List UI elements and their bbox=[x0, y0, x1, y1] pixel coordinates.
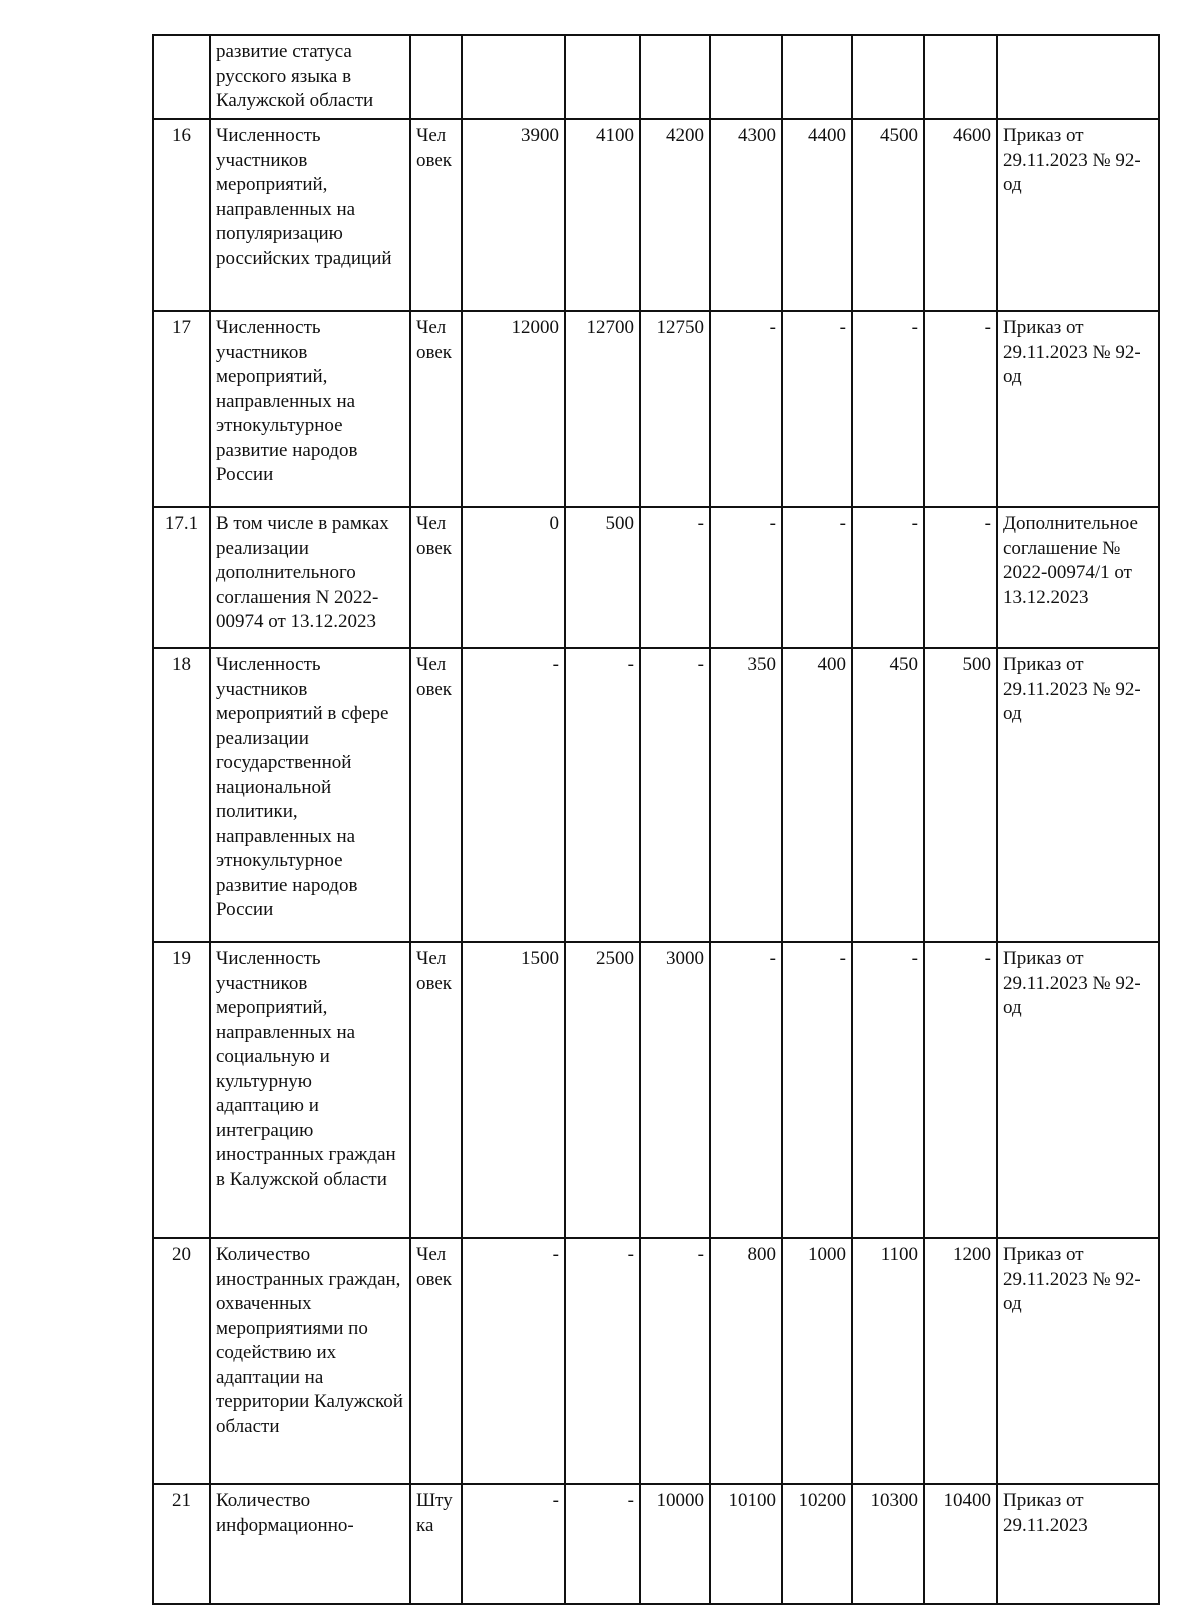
source-cell bbox=[997, 35, 1159, 119]
row-number: 19 bbox=[153, 942, 210, 1238]
name-cell: развитие статуса русского языка в Калужской области bbox=[210, 35, 410, 119]
value-cell: - bbox=[710, 507, 782, 648]
table-row bbox=[153, 942, 1159, 1238]
value-cell: - bbox=[462, 648, 565, 942]
indicator-name: В том числе в рамках реализации дополнительного соглашения N 2022-00974 от 13.12.2023 bbox=[210, 507, 410, 648]
unit-cell bbox=[410, 35, 462, 119]
value-cell: 3900 bbox=[462, 119, 565, 311]
value-cell: 1200 bbox=[924, 1238, 997, 1484]
value-cell: 0 bbox=[462, 507, 565, 648]
value-cell bbox=[782, 35, 852, 119]
value-cell: 1500 bbox=[462, 942, 565, 1238]
indicator-name: Количество информационно- bbox=[210, 1484, 410, 1604]
row-number: 17 bbox=[153, 311, 210, 507]
indicator-name: Численность участников мероприятий, направленных на социальную и культурную адаптацию и интеграцию иностранных граждан в Калужской области bbox=[210, 942, 410, 1238]
value-cell: - bbox=[640, 1238, 710, 1484]
table-row bbox=[153, 119, 1159, 311]
source-cell: Приказ от 29.11.2023 № 92-од bbox=[997, 1238, 1159, 1484]
value-cell: 350 bbox=[710, 648, 782, 942]
value-cell: 10200 bbox=[782, 1484, 852, 1604]
value-cell: - bbox=[924, 942, 997, 1238]
value-cell: 450 bbox=[852, 648, 924, 942]
value-cell bbox=[852, 35, 924, 119]
num-cell bbox=[153, 35, 210, 119]
row-number: 21 bbox=[153, 1484, 210, 1604]
value-cell: - bbox=[710, 311, 782, 507]
value-cell: 10100 bbox=[710, 1484, 782, 1604]
indicator-name: Численность участников мероприятий, направленных на этнокультурное развитие народов России bbox=[210, 311, 410, 507]
source-cell: Приказ от 29.11.2023 № 92-од bbox=[997, 942, 1159, 1238]
value-cell: 1000 bbox=[782, 1238, 852, 1484]
value-cell: 10400 bbox=[924, 1484, 997, 1604]
unit-cell: Чел овек bbox=[410, 942, 462, 1238]
value-cell: - bbox=[924, 311, 997, 507]
value-cell bbox=[565, 35, 640, 119]
row-number: 20 bbox=[153, 1238, 210, 1484]
row-number: 17.1 bbox=[153, 507, 210, 648]
value-cell bbox=[462, 35, 565, 119]
value-cell bbox=[710, 35, 782, 119]
value-cell: - bbox=[852, 311, 924, 507]
value-cell: 12000 bbox=[462, 311, 565, 507]
value-cell: - bbox=[565, 648, 640, 942]
indicators-table bbox=[152, 34, 1160, 1605]
indicator-name: Численность участников мероприятий в сфере реализации государственной национальной политики, направленных на этнокультурное развитие народов России bbox=[210, 648, 410, 942]
value-cell: 12750 bbox=[640, 311, 710, 507]
value-cell: - bbox=[924, 507, 997, 648]
row-number: 16 bbox=[153, 119, 210, 311]
value-cell: - bbox=[852, 507, 924, 648]
value-cell: 3000 bbox=[640, 942, 710, 1238]
source-cell: Приказ от 29.11.2023 bbox=[997, 1484, 1159, 1604]
value-cell: - bbox=[462, 1484, 565, 1604]
value-cell: 500 bbox=[924, 648, 997, 942]
value-cell: 4300 bbox=[710, 119, 782, 311]
value-cell: - bbox=[782, 311, 852, 507]
value-cell: 500 bbox=[565, 507, 640, 648]
value-cell: 1100 bbox=[852, 1238, 924, 1484]
source-cell: Дополнительное соглашение № 2022-00974/1 от 13.12.2023 bbox=[997, 507, 1159, 648]
value-cell: 4200 bbox=[640, 119, 710, 311]
unit-cell: Шту ка bbox=[410, 1484, 462, 1604]
value-cell: - bbox=[640, 507, 710, 648]
value-cell: 400 bbox=[782, 648, 852, 942]
value-cell: - bbox=[462, 1238, 565, 1484]
table-row bbox=[153, 1484, 1159, 1604]
table-row bbox=[153, 507, 1159, 648]
row-number: 18 bbox=[153, 648, 210, 942]
table-row bbox=[153, 648, 1159, 942]
unit-cell: Чел овек bbox=[410, 648, 462, 942]
value-cell: - bbox=[782, 507, 852, 648]
source-cell: Приказ от 29.11.2023 № 92-од bbox=[997, 119, 1159, 311]
value-cell bbox=[924, 35, 997, 119]
value-cell: 10000 bbox=[640, 1484, 710, 1604]
value-cell: 2500 bbox=[565, 942, 640, 1238]
value-cell bbox=[640, 35, 710, 119]
value-cell: - bbox=[565, 1238, 640, 1484]
unit-cell: Чел овек bbox=[410, 311, 462, 507]
value-cell: 4600 bbox=[924, 119, 997, 311]
table-body bbox=[153, 35, 1159, 1604]
value-cell: 800 bbox=[710, 1238, 782, 1484]
value-cell: - bbox=[565, 1484, 640, 1604]
value-cell: 4500 bbox=[852, 119, 924, 311]
value-cell: 4400 bbox=[782, 119, 852, 311]
unit-cell: Чел овек bbox=[410, 119, 462, 311]
value-cell: - bbox=[640, 648, 710, 942]
table-row-continuation bbox=[153, 35, 1159, 119]
indicator-name: Численность участников мероприятий, направленных на популяризацию российских традиций bbox=[210, 119, 410, 311]
indicator-name: Количество иностранных граждан, охваченных мероприятиями по содействию их адаптации на территории Калужской области bbox=[210, 1238, 410, 1484]
value-cell: 12700 bbox=[565, 311, 640, 507]
value-cell: 10300 bbox=[852, 1484, 924, 1604]
table-row bbox=[153, 311, 1159, 507]
value-cell: - bbox=[852, 942, 924, 1238]
unit-cell: Чел овек bbox=[410, 507, 462, 648]
value-cell: - bbox=[710, 942, 782, 1238]
value-cell: - bbox=[782, 942, 852, 1238]
unit-cell: Чел овек bbox=[410, 1238, 462, 1484]
table-row bbox=[153, 1238, 1159, 1484]
value-cell: 4100 bbox=[565, 119, 640, 311]
source-cell: Приказ от 29.11.2023 № 92-од bbox=[997, 648, 1159, 942]
source-cell: Приказ от 29.11.2023 № 92-од bbox=[997, 311, 1159, 507]
